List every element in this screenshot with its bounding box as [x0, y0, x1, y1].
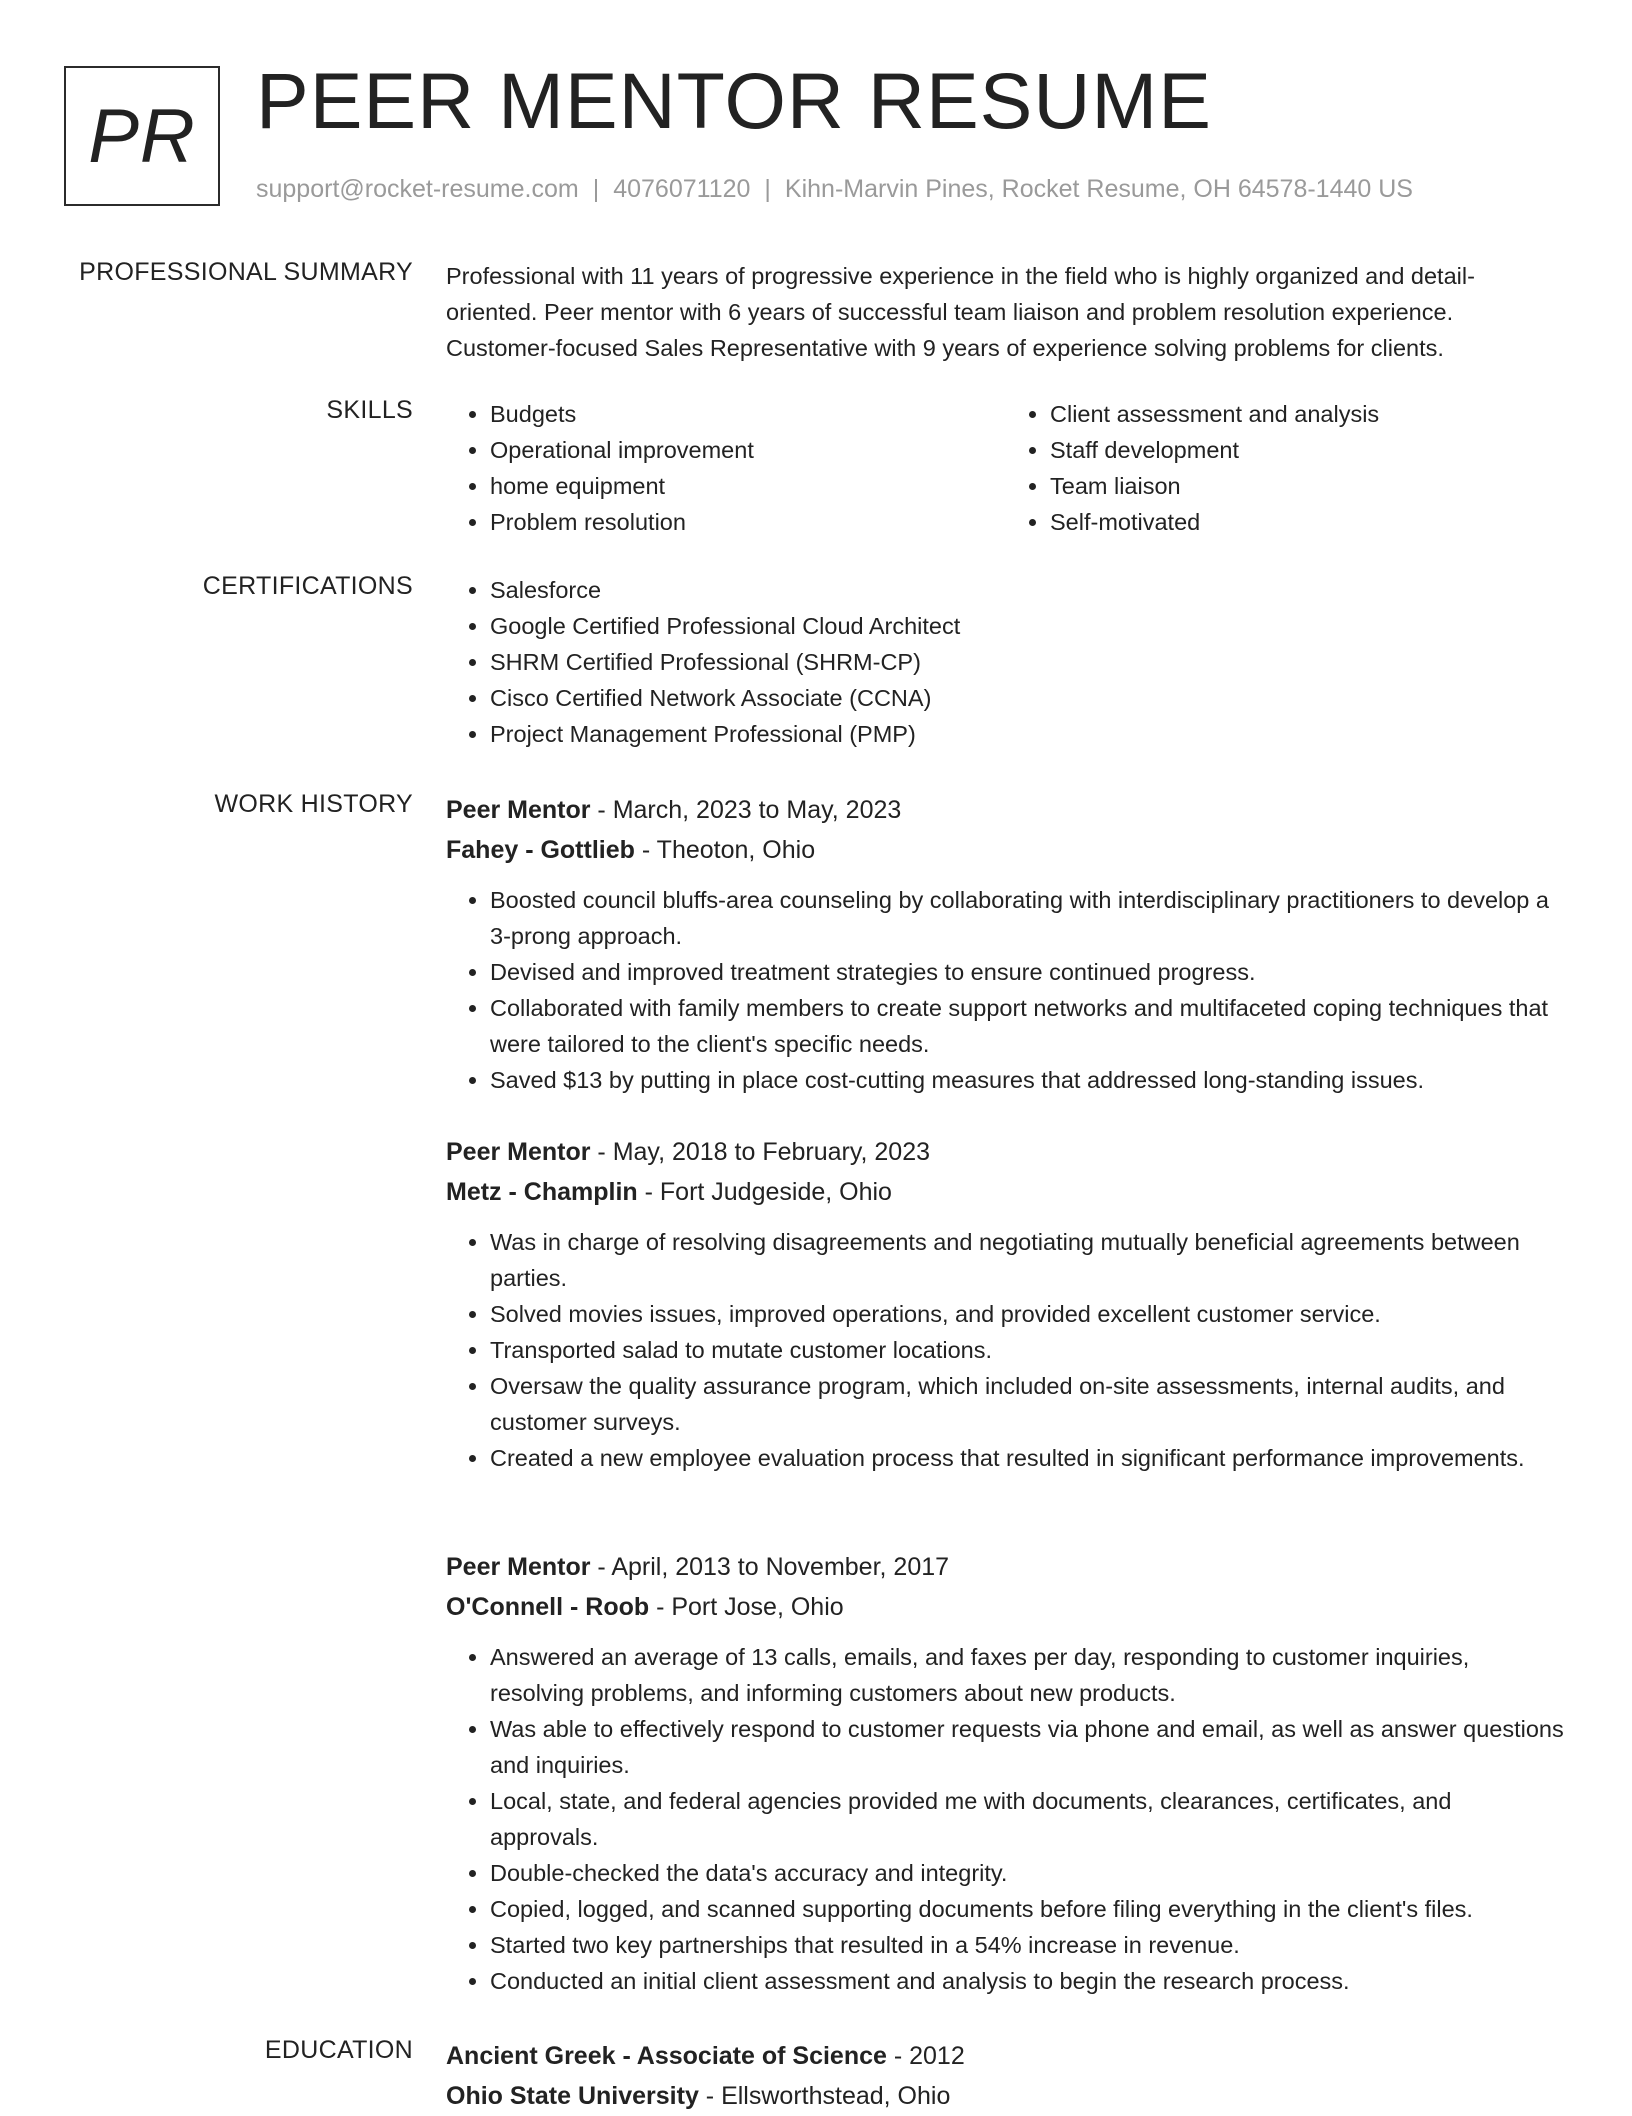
job-bullets: [446, 1639, 1566, 1999]
job-dates: - March, 2023 to May, 2023: [590, 796, 902, 824]
contact-separator: |: [764, 175, 771, 203]
job-bullet: • Double-checked the data's accuracy and integrity.: [490, 1855, 1566, 1891]
skill-item: • Problem resolution: [490, 504, 1006, 540]
education-year: - 2012: [886, 2042, 965, 2070]
contact-email[interactable]: support@rocket-resume.com: [256, 175, 579, 203]
contact-line: [256, 175, 1413, 204]
certifications-heading: CERTIFICATIONS: [202, 572, 413, 600]
job-entry: [446, 1132, 1566, 1476]
job-bullet: • Oversaw the quality assurance program, which included on-site assessments, internal audits, and customer surveys.: [490, 1368, 1566, 1440]
job-entry: [446, 790, 1566, 1098]
job-location: - Theoton, Ohio: [634, 836, 816, 864]
job-location: - Fort Judgeside, Ohio: [637, 1178, 892, 1206]
job-company-line: [446, 830, 1566, 870]
skill-item: • Team liaison: [1050, 468, 1566, 504]
certification-item: • Cisco Certified Network Associate (CCNA): [490, 680, 1566, 716]
job-title-line: [446, 1547, 1566, 1587]
job-company-line: [446, 1587, 1566, 1627]
job-bullet: • Solved movies issues, improved operations, and provided excellent customer service.: [490, 1296, 1566, 1332]
job-bullet: • Conducted an initial client assessment and analysis to begin the research process.: [490, 1963, 1566, 1999]
job-bullets: [446, 882, 1566, 1098]
certification-item: • Project Management Professional (PMP): [490, 716, 1566, 752]
education-body: [446, 2036, 1566, 2116]
skill-item: • Budgets: [490, 396, 1006, 432]
job-bullet: • Saved $13 by putting in place cost-cutting measures that addressed long-standing issues.: [490, 1062, 1566, 1098]
education-location: - Ellsworthstead, Ohio: [698, 2082, 951, 2110]
monogram-logo: PR: [64, 66, 220, 206]
certifications-list: [446, 572, 1566, 752]
summary-body: [446, 258, 1566, 366]
skills-heading: SKILLS: [326, 396, 413, 424]
job-title-line: [446, 1132, 1566, 1172]
certifications-body: [446, 572, 1566, 752]
job-location: - Port Jose, Ohio: [649, 1593, 844, 1621]
certification-item: • SHRM Certified Professional (SHRM-CP): [490, 644, 1566, 680]
contact-address: Kihn-Marvin Pines, Rocket Resume, OH 64578-1440 US: [784, 175, 1413, 203]
work-history-heading: WORK HISTORY: [214, 790, 413, 818]
job-dates: - April, 2013 to November, 2017: [590, 1553, 950, 1581]
education-heading: EDUCATION: [264, 2036, 413, 2064]
contact-phone[interactable]: 4076071120: [613, 175, 751, 203]
contact-separator: |: [592, 175, 600, 203]
summary-text: Professional with 11 years of progressive experience in the field who is highly organized and detail-oriented. Peer mentor with 6 years of successful team liaison and problem resolution experience. Customer-focused Sales Representative with 9 years of experience solving problems for clients.: [446, 263, 1475, 361]
job-title-line: [446, 790, 1566, 830]
skill-item: • Self-motivated: [1050, 504, 1566, 540]
job-bullet: • Devised and improved treatment strategies to ensure continued progress.: [490, 954, 1566, 990]
skill-item: • Operational improvement: [490, 432, 1006, 468]
summary-heading: PROFESSIONAL SUMMARY: [79, 258, 413, 286]
skill-item: • Client assessment and analysis: [1050, 396, 1566, 432]
job-company: Fahey - Gottlieb: [446, 836, 635, 864]
job-title: Peer Mentor: [446, 796, 591, 824]
job-bullet: • Started two key partnerships that resulted in a 54% increase in revenue.: [490, 1927, 1566, 1963]
job-bullet: • Answered an average of 13 calls, emails, and faxes per day, responding to customer inquiries, resolving problems, and informing customers about new products.: [490, 1639, 1566, 1711]
education-degree: Ancient Greek - Associate of Science: [446, 2042, 887, 2070]
job-company: Metz - Champlin: [446, 1178, 638, 1206]
resume-title: PEER MENTOR RESUME: [256, 56, 1212, 145]
job-bullet: • Local, state, and federal agencies provided me with documents, clearances, certificates, and approvals.: [490, 1783, 1566, 1855]
education-degree-line: [446, 2036, 1566, 2076]
certification-item: • Google Certified Professional Cloud Architect: [490, 608, 1566, 644]
skills-body: [446, 396, 1566, 540]
job-bullet: • Transported salad to mutate customer locations.: [490, 1332, 1566, 1368]
job-bullet: • Copied, logged, and scanned supporting documents before filing everything in the client's files.: [490, 1891, 1566, 1927]
education-school: Ohio State University: [446, 2082, 699, 2110]
certification-item: • Salesforce: [490, 572, 1566, 608]
job-bullet: • Created a new employee evaluation process that resulted in significant performance improvements.: [490, 1440, 1566, 1476]
education-school-line: [446, 2076, 1566, 2116]
job-bullet: • Was in charge of resolving disagreements and negotiating mutually beneficial agreements between parties.: [490, 1224, 1566, 1296]
job-company-line: [446, 1172, 1566, 1212]
job-bullet: • Boosted council bluffs-area counseling by collaborating with interdisciplinary practitioners to develop a 3-prong approach.: [490, 882, 1566, 954]
job-company: O'Connell - Roob: [446, 1593, 650, 1621]
job-title: Peer Mentor: [446, 1138, 591, 1166]
skills-list-left: [446, 396, 1006, 540]
job-dates: - May, 2018 to February, 2023: [590, 1138, 931, 1166]
skills-list-right: [1006, 396, 1566, 540]
skill-item: • home equipment: [490, 468, 1006, 504]
skill-item: • Staff development: [1050, 432, 1566, 468]
job-bullet: • Was able to effectively respond to customer requests via phone and email, as well as answer questions and inquiries.: [490, 1711, 1566, 1783]
job-bullets: [446, 1224, 1566, 1476]
job-title: Peer Mentor: [446, 1553, 591, 1581]
job-bullet: • Collaborated with family members to create support networks and multifaceted coping techniques that were tailored to the client's specific needs.: [490, 990, 1566, 1062]
job-entry: [446, 1547, 1566, 1999]
